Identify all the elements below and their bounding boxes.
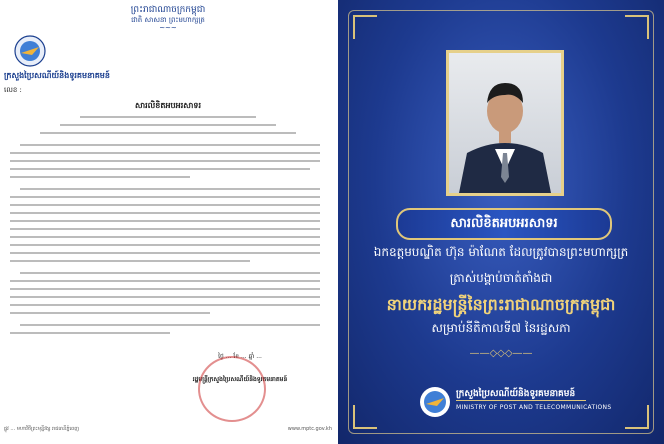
card-text-line4: សម្រាប់នីតិកាលទី៧ នៃរដ្ឋសភា <box>431 321 571 335</box>
signature-title: រដ្ឋមន្ត្រីក្រសួងប្រៃសណីយ៍និងទូរគមនាគមន៍ <box>192 376 288 383</box>
card-text-line1: ឯកឧត្តមបណ្ឌិត ហ៊ុន ម៉ាណែត ដែលត្រូវបានព្រះមហាក្សត្រ <box>373 245 629 259</box>
divider-ornament: ——◇◇◇—— <box>469 348 533 359</box>
congratulation-card <box>338 0 664 444</box>
ministry-logo-icon <box>8 34 52 68</box>
motto-header: ជាតិ សាសនា ព្រះមហាក្សត្រ <box>131 16 205 24</box>
kingdom-header: ព្រះរាជាណាចក្រកម្ពុជា <box>130 5 206 15</box>
footer-website: www.mptc.gov.kh <box>287 426 332 432</box>
corner-ornament-icon <box>353 15 377 39</box>
signature-date: ថ្ងៃ ... ខែ ... ឆ្នាំ ... <box>218 353 262 360</box>
ministry-underline <box>456 400 586 401</box>
portrait-silhouette-icon <box>449 53 561 193</box>
corner-ornament-icon <box>625 15 649 39</box>
ministry-name-en: MINISTRY OF POST AND TELECOMMUNICATIONS <box>456 404 612 411</box>
official-stamp <box>198 356 266 422</box>
document-title: សារលិខិតអបអរសាទរ <box>134 101 201 110</box>
title-ribbon: សារលិខិតអបអរសាទរ <box>396 208 612 240</box>
ministry-name-kh: ក្រសួងប្រៃសណីយ៍និងទូរគមនាគមន៍ <box>456 389 576 399</box>
footer-address: ផ្លូវ ... មហាវិថីព្រះមុន្នីវង្ស រាជធានីភ្នំពេញ <box>4 426 80 432</box>
card-text-line2: ត្រាស់បង្គាប់ចាត់តាំងជា <box>449 271 553 285</box>
ministry-logo-icon <box>418 385 452 419</box>
corner-ornament-icon <box>353 405 377 429</box>
tacte-ornament: ~~~ <box>159 24 177 32</box>
reference-number: លេខ : <box>4 86 22 94</box>
portrait-photo <box>446 50 564 196</box>
corner-ornament-icon <box>625 405 649 429</box>
card-text-headline: នាយករដ្ឋមន្ត្រីនៃព្រះរាជាណាចក្រកម្ពុជា <box>386 295 616 314</box>
ministry-name: ក្រសួងប្រៃសណីយ៍និងទូរគមនាគមន៍ <box>4 71 110 80</box>
